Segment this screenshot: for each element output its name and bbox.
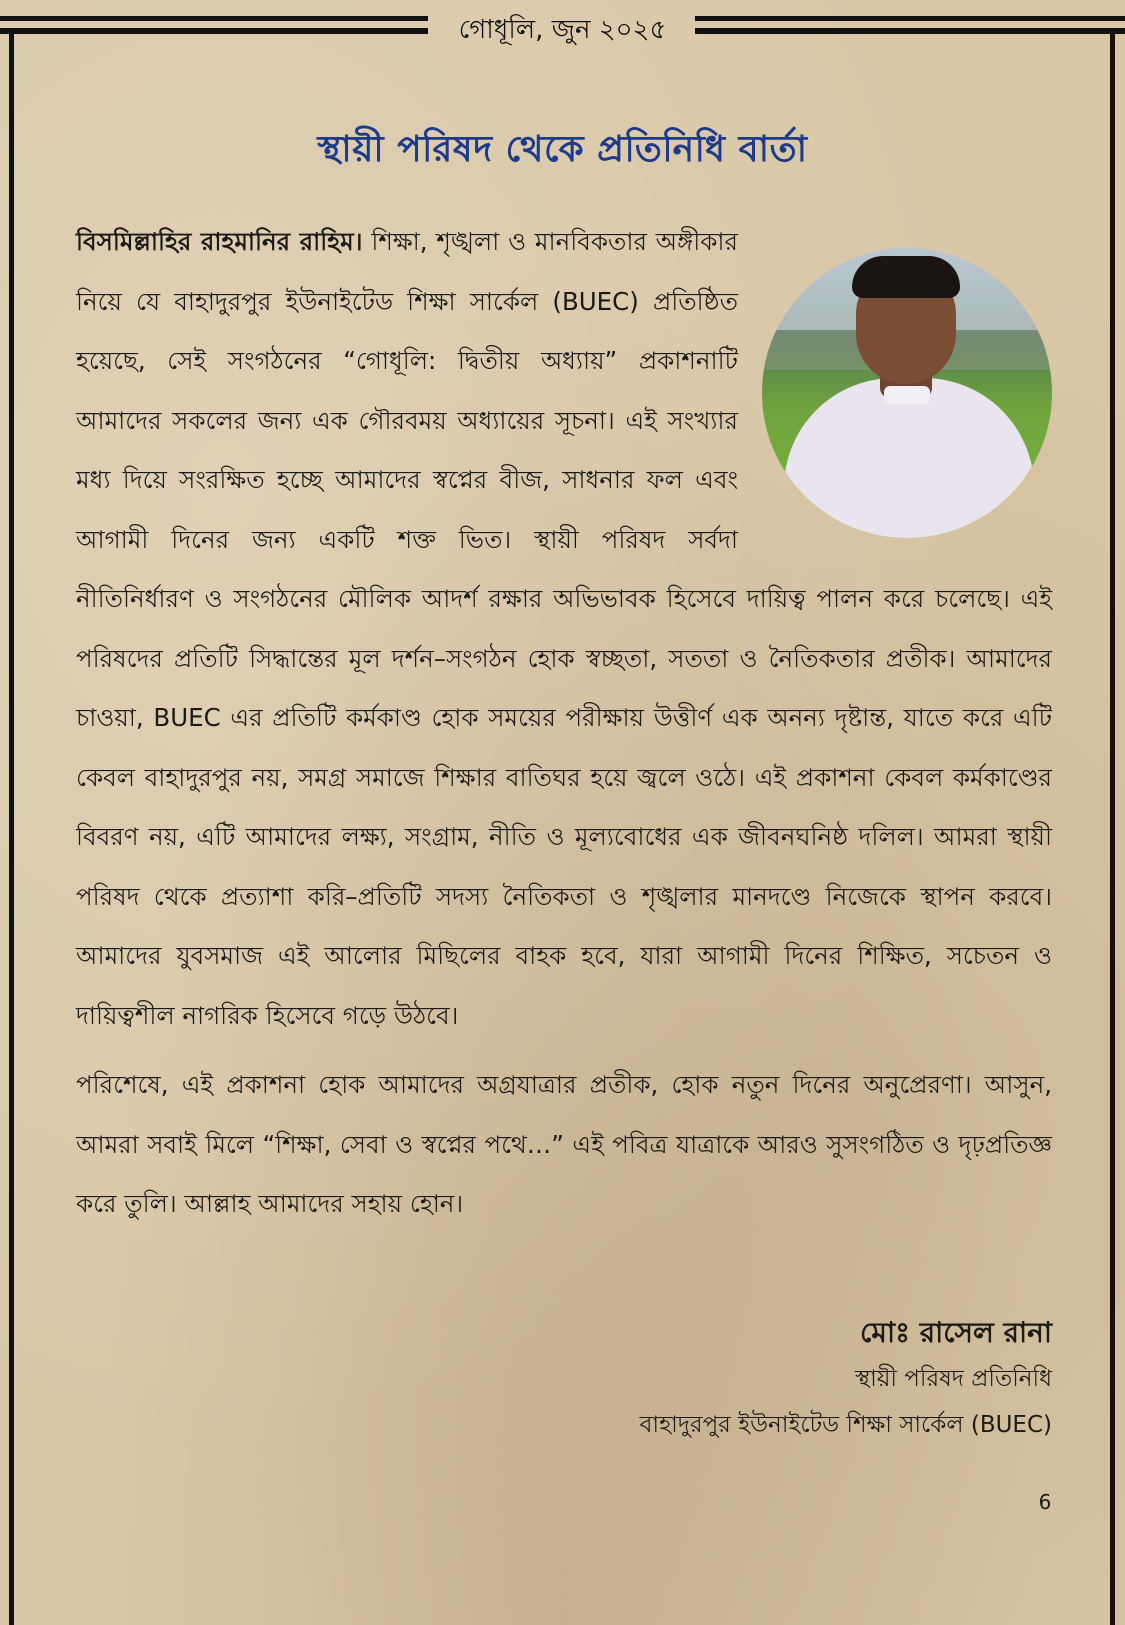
paragraph-2-text: পরিশেষে, এই প্রকাশনা হোক আমাদের অগ্রযাত্রার প্রতীক, হোক নতুন দিনের অনুপ্রেরণা। আসুন, আমরা সবাই মিলে “শিক্ষা, সেবা ও স্বপ্নের পথে…” এই পবিত্র যাত্রাকে আরও সুসংগঠিত ও দৃঢ়প্রতিজ্ঞ করে তুলি। (76, 1070, 1052, 1218)
author-portrait (762, 248, 1052, 538)
article-body (76, 212, 1052, 1234)
signature-block (640, 1310, 1052, 1448)
page-number: 6 (1038, 1490, 1052, 1514)
signature-name: মোঃ রাসেল রানা (860, 1316, 1052, 1349)
opening-invocation: বিসমিল্লাহির রাহমানির রাহিম। (76, 227, 363, 256)
paragraph-2 (76, 1055, 1052, 1234)
page-border-right (1110, 34, 1115, 1625)
page-border-left (9, 34, 14, 1625)
header-rule-right (695, 16, 1125, 36)
header-rule-left (0, 16, 428, 36)
signature-organization: বাহাদুরপুর ইউনাইটেড শিক্ষা সার্কেল (BUEC) (639, 1412, 1052, 1438)
running-header: গোধূলি, জুন ২০২৫ (458, 15, 667, 45)
signature-role: স্থায়ী পরিষদ প্রতিনিধি (854, 1366, 1052, 1392)
closing-prayer: আল্লাহ আমাদের সহায় হোন। (184, 1189, 464, 1218)
article-title: স্থায়ী পরিষদ থেকে প্রতিনিধি বার্তা (317, 129, 808, 170)
paragraph-1-text: শিক্ষা, শৃঙ্খলা ও মানবিকতার অঙ্গীকার নিয়ে যে বাহাদুরপুর ইউনাইটেড শিক্ষা সার্কেল (BUEC) প্রতিষ্ঠিত হয়েছে, সেই সংগঠনের “গোধূলি: দ্বিতীয় অধ্যায়” প্রকাশনাটি আমাদের সকলের জন্য এক গৌরবময় অধ্যায়ের সূচনা। এই সংখ্যার মধ্য দিয়ে সংরক্ষিত হচ্ছে আমাদের স্বপ্নের বীজ, সাধনার ফল এবং আগামী দিনের জন্য একটি শক্ত ভিত। স্থায়ী পরিষদ সর্বদা নীতিনির্ধারণ ও সংগঠনের মৌলিক আদর্শ রক্ষার অভিভাবক হিসেবে দায়িত্ব পালন করে চলেছে। এই পরিষদের প্রতিটি সিদ্ধান্তের মূল দর্শন–সংগঠন হোক স্বচ্ছতা, সততা ও নৈতিকতার প্রতীক। আমাদের চাওয়া, BUEC এর প্রতিটি কর্মকাণ্ড হোক সময়ের পরীক্ষায় উত্তীর্ণ এক অনন্য দৃষ্টান্ত, যাতে করে এটি কেবল বাহাদুরপুর নয়, সমগ্র সমাজে শিক্ষার বাতিঘর হয়ে জ্বলে ওঠে। এই প্রকাশনা কেবল কর্মকাণ্ডের বিবরণ নয়, এটি আমাদের লক্ষ্য, সংগ্রাম, নীতি ও মূল্যবোধের এক জীবনঘনিষ্ঠ দলিল। আমরা স্থায়ী পরিষদ থেকে প্রত্যাশা করি–প্রতিটি সদস্য নৈতিকতা ও শৃঙ্খলার মানদণ্ডে নিজেকে স্থাপন করবে। আমাদের যুবসমাজ এই আলোর মিছিলের বাহক হবে, যারা আগামী দিনের শিক্ষিত, সচেতন ও দায়িত্বশীল নাগরিক হিসেবে গড়ে উঠবে। (76, 227, 1052, 1030)
